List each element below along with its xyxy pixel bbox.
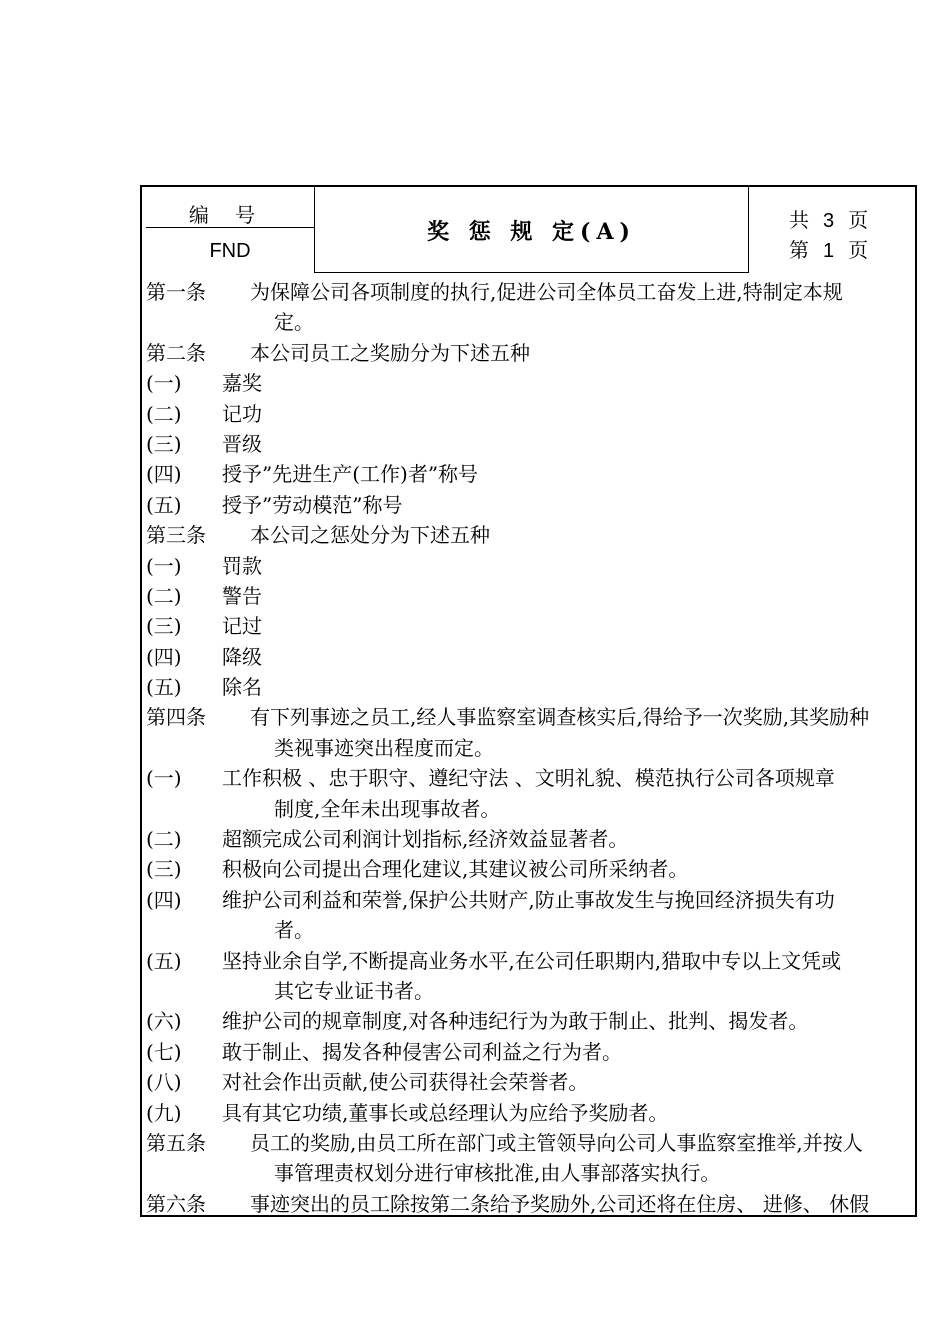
- article-number: 第五条: [146, 1130, 206, 1155]
- list-item: [146, 368, 915, 398]
- item-number: (一): [146, 371, 182, 396]
- list-item: [146, 1098, 915, 1128]
- item-number: (三): [146, 857, 182, 882]
- total-pages-value: 3: [823, 210, 837, 232]
- document-frame: [140, 185, 917, 1217]
- list-item: [146, 459, 915, 489]
- item-number: (五): [146, 948, 182, 973]
- line-text: 授予”劳动模范”称号: [222, 492, 403, 517]
- item-number: (四): [146, 887, 182, 912]
- item-number: (四): [146, 644, 182, 669]
- list-item: [146, 824, 915, 854]
- current-prefix: 第: [789, 238, 811, 262]
- list-item: [146, 1037, 915, 1067]
- line-text: 为保障公司各项制度的执行,促进公司全体员工奋发上进,特制定本规: [250, 280, 843, 304]
- item-number: (二): [146, 583, 182, 608]
- line-text: 罚款: [222, 553, 262, 578]
- line-text: 积极向公司提出合理化建议,其建议被公司所采纳者。: [222, 857, 689, 882]
- list-item: [146, 581, 915, 611]
- current-suffix: 页: [848, 238, 871, 262]
- continuation-line: [146, 1158, 915, 1188]
- line-text: 记功: [222, 401, 262, 426]
- list-item: [146, 763, 915, 793]
- line-text: 事迹突出的员工除按第二条给予奖励外,公司还将在住房、 进修、 休假: [250, 1191, 870, 1216]
- line-text: 超额完成公司利润计划指标,经济效益显著者。: [222, 827, 629, 852]
- number-label: 编 号: [188, 203, 266, 227]
- list-item: [146, 611, 915, 641]
- line-text: 有下列事迹之员工,经人事监察室调查核实后,得给予一次奖励,其奖励种: [250, 705, 870, 730]
- number-code: FND: [209, 240, 251, 262]
- list-item: [146, 885, 915, 915]
- article-number: 第一条: [146, 280, 206, 304]
- item-number: (三): [146, 431, 182, 456]
- line-text: 类视事迹突出程度而定。: [274, 735, 494, 760]
- total-pages: [789, 204, 870, 233]
- list-item: [146, 1067, 915, 1097]
- article-line: [146, 277, 915, 307]
- list-item: [146, 399, 915, 429]
- document-body: [146, 277, 915, 1219]
- line-text: 除名: [222, 675, 262, 700]
- line-text: 对社会作出贡献,使公司获得社会荣誉者。: [222, 1070, 589, 1095]
- line-text: 嘉奖: [222, 371, 262, 396]
- current-page: [789, 234, 870, 263]
- article-number: 第六条: [146, 1191, 206, 1216]
- document-number-box: [142, 187, 314, 275]
- list-item: [146, 429, 915, 459]
- line-text: 记过: [222, 614, 262, 639]
- continuation-line: [146, 976, 915, 1006]
- document-header: [142, 187, 915, 275]
- line-text: 其它专业证书者。: [274, 978, 434, 1003]
- item-number: (五): [146, 675, 182, 700]
- page-count-box: [749, 187, 915, 275]
- line-text: 晋级: [222, 431, 262, 456]
- continuation-line: [146, 733, 915, 763]
- line-text: 维护公司利益和荣誉,保护公共财产,防止事故发生与挽回经济损失有功: [222, 887, 835, 912]
- article-line: [146, 338, 915, 368]
- article-number: 第三条: [146, 523, 206, 548]
- number-divider: [146, 227, 314, 228]
- list-item: [146, 854, 915, 884]
- title-box: [314, 187, 749, 273]
- article-line: [146, 520, 915, 550]
- line-text: 警告: [222, 583, 262, 608]
- article-number: 第四条: [146, 705, 206, 730]
- total-suffix: 页: [848, 208, 871, 232]
- item-number: (一): [146, 553, 182, 578]
- list-item: [146, 672, 915, 702]
- current-page-value: 1: [823, 240, 837, 262]
- line-text: 者。: [274, 918, 314, 943]
- line-text: 坚持业余自学,不断提高业务水平,在公司任职期内,猎取中专以上文凭或: [222, 948, 842, 973]
- line-text: 降级: [222, 644, 262, 669]
- line-text: 员工的奖励,由员工所在部门或主管领导向公司人事监察室推举,并按人: [250, 1130, 863, 1155]
- list-item: [146, 490, 915, 520]
- list-item: [146, 551, 915, 581]
- article-line: [146, 1128, 915, 1158]
- line-text: 定。: [274, 310, 314, 335]
- item-number: (一): [146, 766, 182, 791]
- line-text: 授予”先进生产(工作)者”称号: [222, 462, 479, 487]
- item-number: (二): [146, 827, 182, 852]
- line-text: 本公司员工之奖励分为下述五种: [250, 340, 530, 365]
- item-number: (四): [146, 462, 182, 487]
- line-text: 具有其它功绩,董事长或总经理认为应给予奖励者。: [222, 1100, 669, 1125]
- item-number: (八): [146, 1070, 182, 1095]
- item-number: (二): [146, 401, 182, 426]
- continuation-line: [146, 794, 915, 824]
- article-line: [146, 702, 915, 732]
- article-line: [146, 1189, 915, 1219]
- list-item: [146, 642, 915, 672]
- line-text: 事管理责权划分进行审核批准,由人事部落实执行。: [274, 1161, 721, 1186]
- line-text: 工作积极 、忠于职守、遵纪守法 、文明礼貌、模范执行公司各项规章: [222, 766, 835, 791]
- document-title: 奖 惩 规 定(A): [427, 219, 636, 245]
- total-prefix: 共: [789, 208, 811, 232]
- line-text: 敢于制止、揭发各种侵害公司利益之行为者。: [222, 1039, 622, 1064]
- item-number: (九): [146, 1100, 182, 1125]
- continuation-line: [146, 915, 915, 945]
- continuation-line: [146, 307, 915, 337]
- list-item: [146, 946, 915, 976]
- line-text: 维护公司的规章制度,对各种违纪行为为敢于制止、批判、揭发者。: [222, 1009, 809, 1034]
- article-number: 第二条: [146, 340, 206, 365]
- line-text: 本公司之惩处分为下述五种: [250, 523, 490, 548]
- list-item: [146, 1006, 915, 1036]
- item-number: (六): [146, 1009, 182, 1034]
- line-text: 制度,全年未出现事故者。: [274, 796, 501, 821]
- item-number: (五): [146, 492, 182, 517]
- item-number: (七): [146, 1039, 182, 1064]
- item-number: (三): [146, 614, 182, 639]
